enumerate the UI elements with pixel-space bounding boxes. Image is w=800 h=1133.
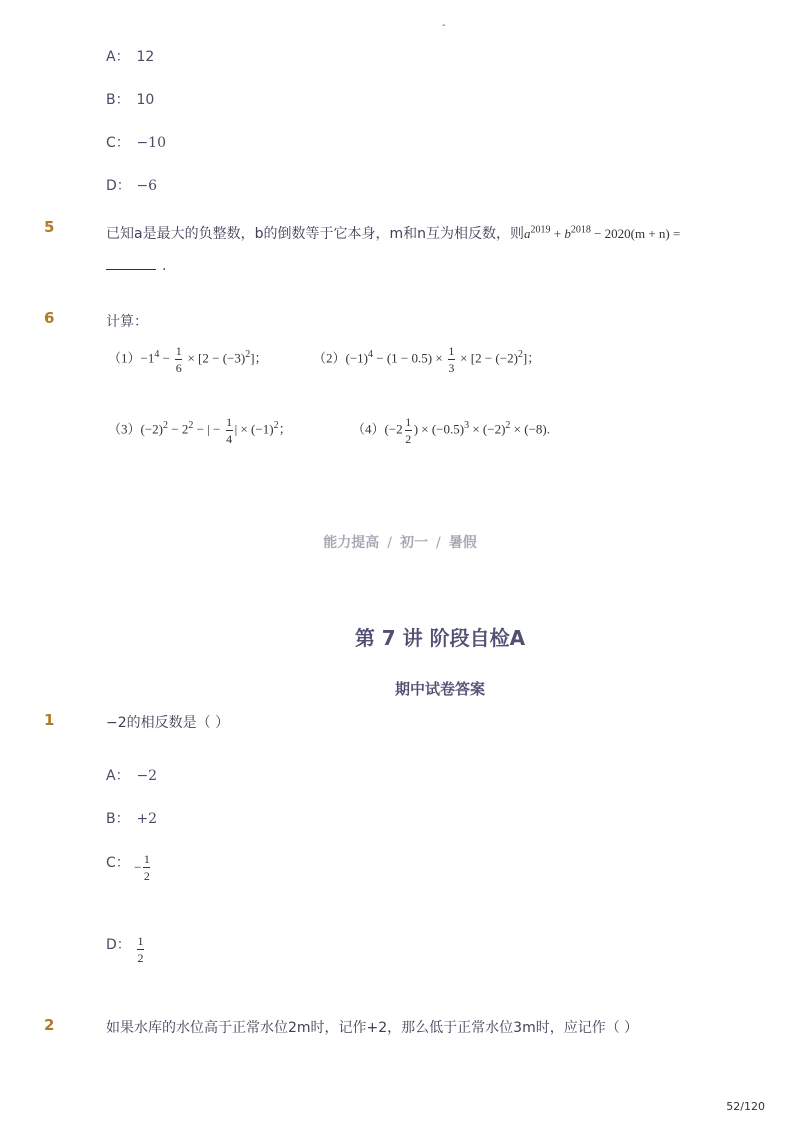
- calc-item-label: （2）: [313, 350, 346, 366]
- breadcrumb-item[interactable]: 暑假: [448, 535, 477, 551]
- option-a[interactable]: [106, 46, 154, 66]
- question-6-text: 计算：: [106, 314, 148, 330]
- option-label: C：: [106, 855, 130, 871]
- fraction: $\frac{1}{2}$: [405, 415, 412, 446]
- option-d[interactable]: [106, 934, 132, 954]
- fraction: $\frac{1}{4}$: [226, 415, 233, 446]
- fraction: $\frac{1}{3}$: [448, 344, 455, 375]
- calc-item-1: $(1)-1^4$ − $\frac{1}{6}$ × $[2 - (-3)^2]$；: [108, 344, 268, 375]
- option-value: −2: [136, 768, 158, 784]
- question-5-expression: $a^{2019} + b^{2018} - 2020(m + n)$ =: [523, 224, 681, 241]
- breadcrumb-item[interactable]: 初一: [400, 535, 428, 551]
- option-label: B：: [106, 811, 130, 827]
- option-label: D：: [106, 937, 131, 953]
- option-value: 12: [136, 49, 155, 65]
- option-d[interactable]: [106, 175, 157, 195]
- option-label: D：: [106, 178, 131, 194]
- option-b[interactable]: [106, 808, 157, 828]
- answer-period: .: [162, 258, 167, 274]
- option-a[interactable]: [106, 765, 157, 785]
- section-title: 期中试卷答案: [394, 680, 485, 698]
- fraction: $\frac{1}{2}$: [143, 852, 150, 883]
- breadcrumb-separator: /: [436, 535, 441, 551]
- question-number: 1: [44, 711, 55, 729]
- option-b[interactable]: [106, 89, 154, 109]
- question-5-stem: 已知a是最大的负整数，b的倒数等于它本身，m和n互为相反数，则: [106, 226, 524, 242]
- question-2-text: 如果水库的水位高于正常水位2m时，记作+2，那么低于正常水位3m时，应记作（ ）: [106, 1020, 639, 1036]
- option-d-value: [135, 935, 146, 964]
- option-c[interactable]: [106, 852, 132, 872]
- option-label: B：: [106, 92, 130, 108]
- calc-item-label: （1）: [108, 350, 141, 366]
- option-label: A：: [106, 768, 130, 784]
- question-number: 2: [44, 1016, 55, 1034]
- fraction: $\frac{1}{2}$: [137, 934, 144, 965]
- calc-item-label: （4）: [352, 421, 385, 437]
- lecture-title: 第 7 讲 阶段自检A: [354, 626, 526, 650]
- calc-item-3: $(3)(-2)^2 - 2^2$ − | − $\frac{1}{4}$ | × $(-1)^2$；: [108, 415, 292, 446]
- header-mark: -: [442, 20, 446, 31]
- question-5-text: [106, 223, 680, 243]
- breadcrumb-item[interactable]: 能力提高: [323, 535, 380, 551]
- question-5-answer-line: [106, 258, 166, 274]
- option-value: −10: [136, 135, 166, 151]
- breadcrumb-separator: /: [387, 535, 392, 551]
- breadcrumb: [0, 532, 800, 552]
- fraction: $\frac{1}{6}$: [175, 344, 182, 375]
- calc-item-label: （3）: [108, 421, 141, 437]
- question-number: 6: [44, 309, 55, 327]
- question-1-text: −2的相反数是（ ）: [106, 715, 230, 731]
- option-label: A：: [106, 49, 130, 65]
- option-value: 10: [136, 92, 155, 108]
- question-number: 5: [44, 218, 55, 236]
- page-number: 52/120: [726, 1100, 765, 1113]
- option-label: C：: [106, 135, 130, 151]
- calc-item-2: $(2)(-1)^4 - (1 - 0.5)$ × $\frac{1}{3}$ × $[2 - (-2)^2]$；: [313, 344, 541, 375]
- option-c-value: − $\frac{1}{2}$: [134, 852, 150, 883]
- option-value: −6: [136, 178, 158, 194]
- option-value: +2: [136, 811, 158, 827]
- answer-blank[interactable]: [106, 269, 156, 270]
- option-c[interactable]: [106, 132, 166, 152]
- calc-item-4: （4）(−2 $\frac{1}{2}$ ) × $(-0.5)^3 \times (-2)^2 \times (-8)$.: [352, 415, 550, 446]
